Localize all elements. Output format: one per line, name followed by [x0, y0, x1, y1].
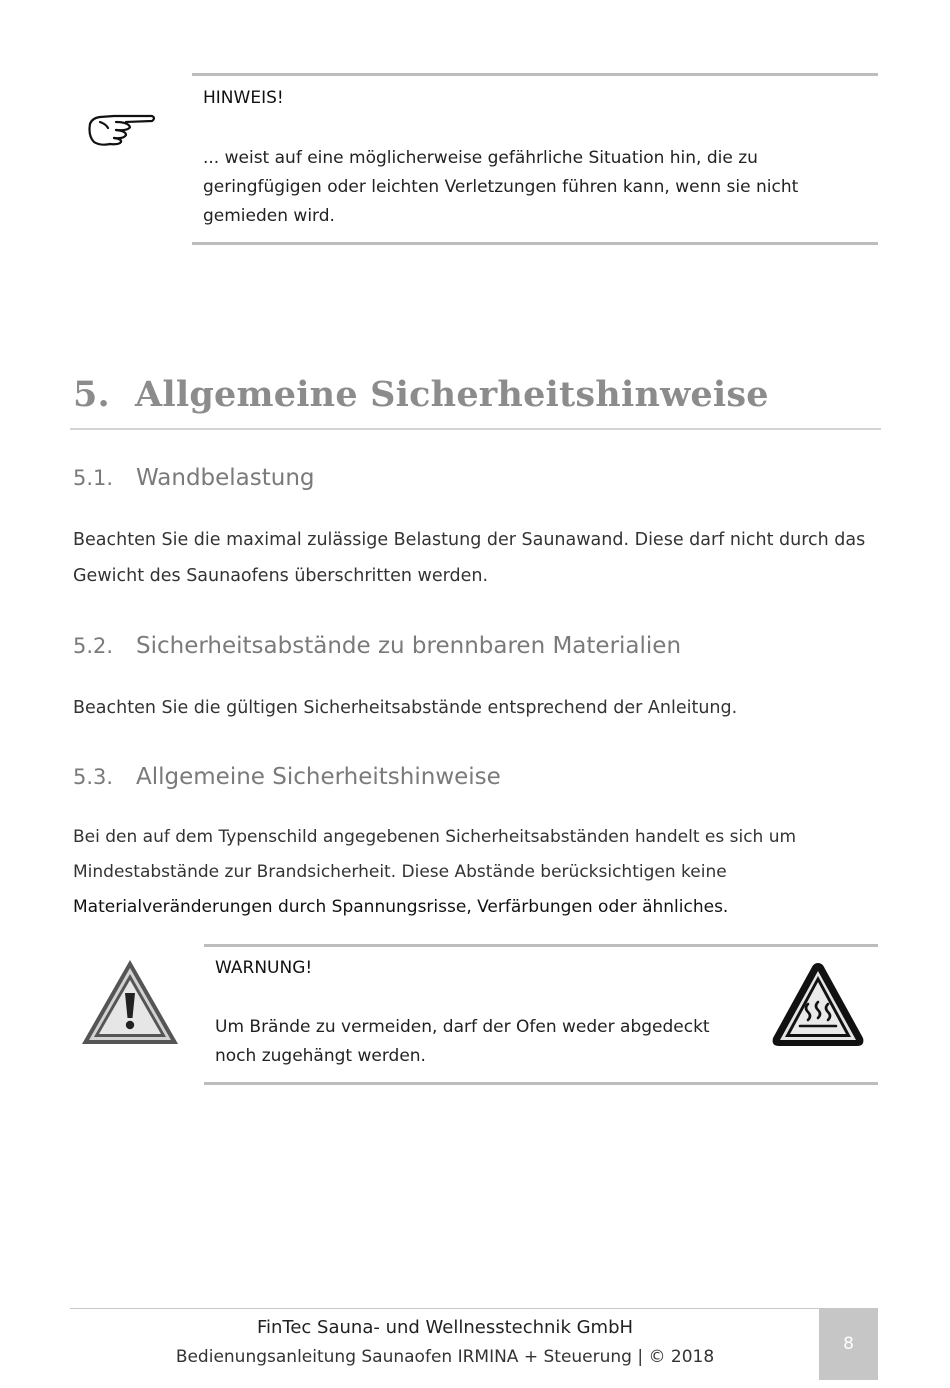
- subsection-text-5-3-part2: Materialveränderungen durch Spannungsrisse, Verfärbungen oder ähnliches.: [73, 897, 729, 917]
- subsection-text-5-2: Beachten Sie die gültigen Sicherheitsabstände entsprechend der Anleitung.: [73, 698, 738, 718]
- subsection-heading-5-3: [73, 764, 501, 790]
- footer-company: FinTec Sauna- und Wellnesstechnik GmbH: [256, 1317, 634, 1338]
- section-heading-rule: [70, 428, 881, 430]
- warning-top-rule: [204, 944, 878, 947]
- pointing-hand-icon: [86, 110, 158, 154]
- section-title: Allgemeine Sicherheitshinweise: [135, 374, 769, 415]
- subsection-text-5-1: Beachten Sie die maximal zulässige Belastung der Saunawand. Diese darf nicht durch das Gewicht des Saunaofens überschritten werden.: [73, 530, 866, 586]
- subsection-number: 5.1.: [73, 466, 114, 490]
- warning-title: WARNUNG!: [215, 958, 313, 978]
- section-heading: [73, 374, 769, 415]
- hot-surface-icon: [770, 960, 866, 1054]
- hint-title: HINWEIS!: [203, 88, 284, 108]
- page-number: 8: [819, 1308, 878, 1380]
- warning-bottom-rule: [204, 1082, 878, 1085]
- hint-text: ... weist auf eine möglicherweise gefährliche Situation hin, die zu geringfügigen oder leichten Verletzungen führen kann, wenn sie nicht gemieden wird.: [203, 148, 799, 226]
- subsection-number: 5.3.: [73, 765, 114, 789]
- footer-rule: [70, 1308, 820, 1309]
- hint-top-rule: [192, 73, 878, 76]
- warning-triangle-icon: [80, 958, 180, 1052]
- subsection-title: Allgemeine Sicherheitshinweise: [136, 764, 501, 790]
- section-number: 5.: [73, 374, 110, 415]
- subsection-number: 5.2.: [73, 634, 114, 658]
- subsection-title: Sicherheitsabstände zu brennbaren Materialien: [136, 633, 682, 659]
- subsection-heading-5-1: [73, 465, 315, 491]
- hint-bottom-rule: [192, 242, 878, 245]
- subsection-text-5-3: [73, 820, 888, 925]
- subsection-text-5-3-part1: Bei den auf dem Typenschild angegebenen Sicherheitsabständen handelt es sich um Mindestabstände zur Brandsicherheit. Diese Abstände berücksichtigen keine: [73, 827, 797, 882]
- subsection-title: Wandbelastung: [136, 465, 315, 491]
- subsection-heading-5-2: [73, 633, 681, 659]
- warning-text: Um Brände zu vermeiden, darf der Ofen weder abgedeckt noch zugehängt werden.: [215, 1017, 710, 1066]
- footer-document: Bedienungsanleitung Saunaofen IRMINA + Steuerung | © 2018: [175, 1347, 715, 1367]
